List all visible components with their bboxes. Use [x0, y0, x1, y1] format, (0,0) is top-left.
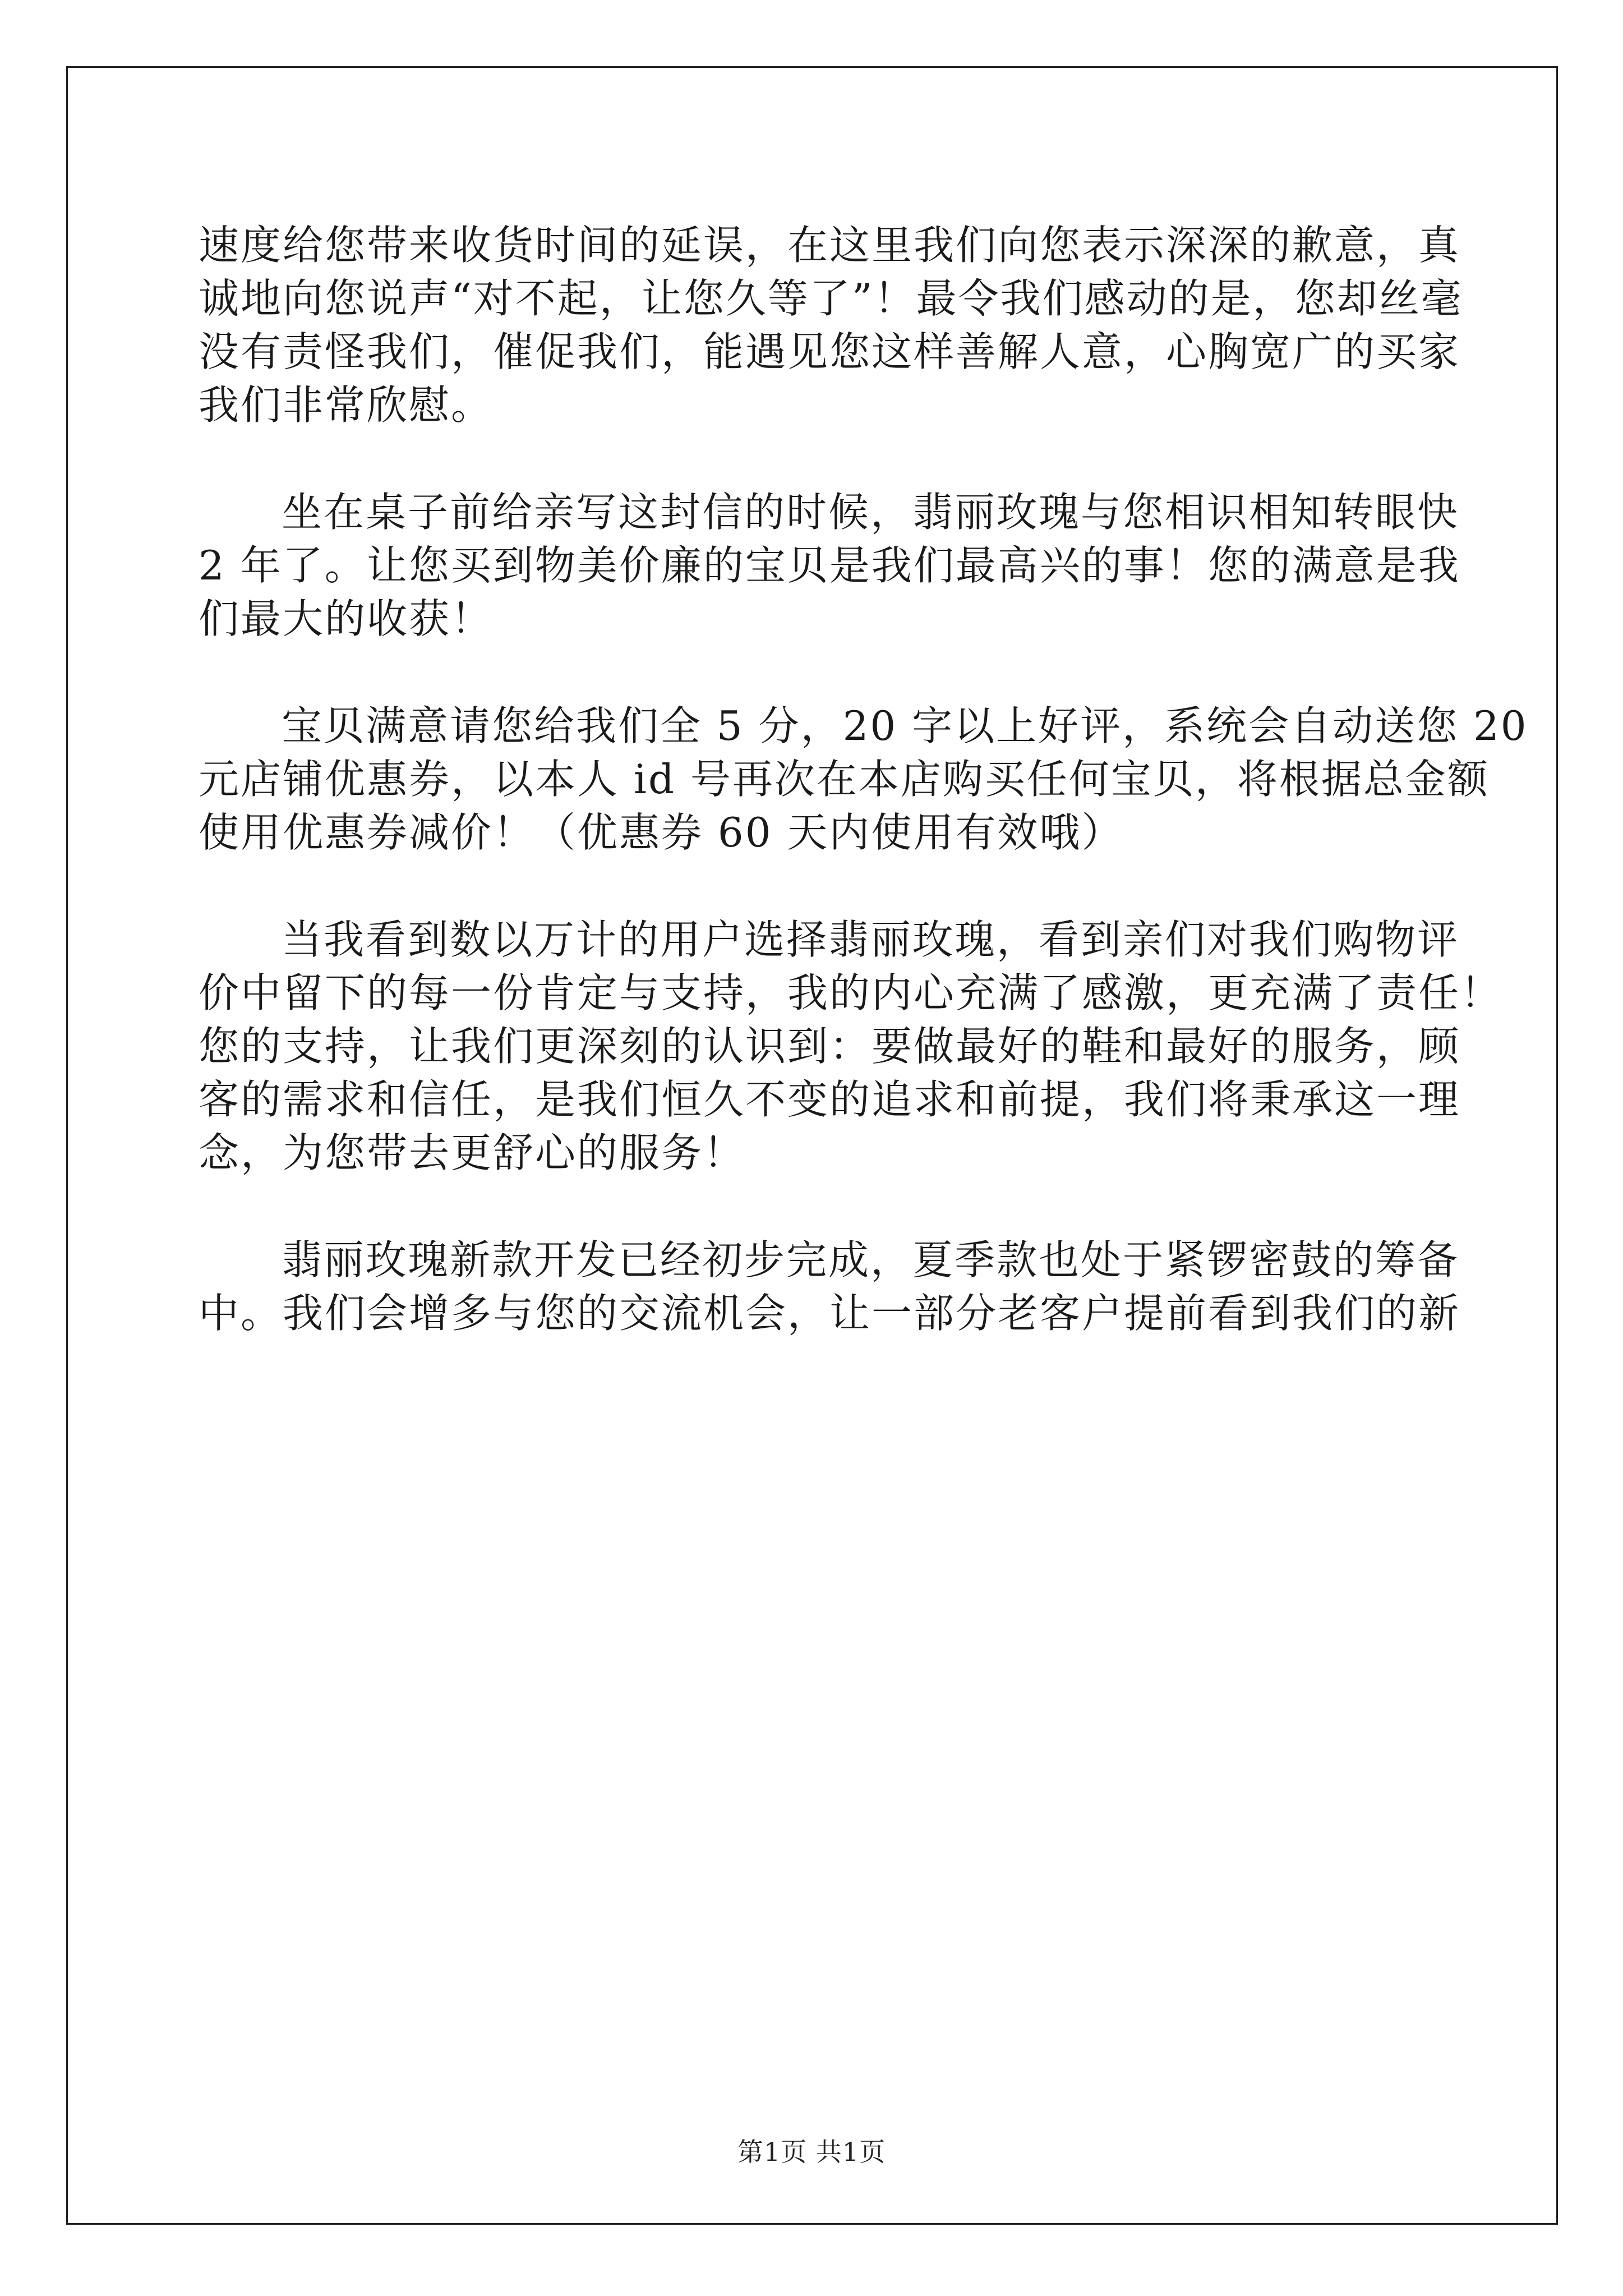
page-number-footer: 第1页 共1页 — [737, 2137, 886, 2167]
text-line: 坐在桌子前给亲写这封信的时候，翡丽玫瑰与您相识相知转眼快 — [282, 489, 1460, 536]
text-line: 翡丽玫瑰新款开发已经初步完成，夏季款也处于紧锣密鼓的筹备 — [282, 1236, 1460, 1283]
document-body — [199, 219, 1528, 1340]
text-line: 诚地向您说声“对不起，让您久等了”！最令我们感动的是，您却丝毫 — [199, 275, 1463, 322]
text-line: 速度给您带来收货时间的延误，在这里我们向您表示深深的歉意，真 — [199, 222, 1461, 269]
text-line: 当我看到数以万计的用户选择翡丽玫瑰，看到亲们对我们购物评 — [282, 916, 1460, 963]
text-line: 使用优惠券减价！（优惠券 60 天内使用有效哦） — [199, 809, 1124, 856]
text-line: 客的需求和信任，是我们恒久不变的追求和前提，我们将秉承这一理 — [199, 1076, 1461, 1123]
text-line: 们最大的收获！ — [199, 595, 494, 642]
text-line: 宝贝满意请您给我们全 5 分，20 字以上好评，系统会自动送您 20 — [282, 702, 1528, 749]
text-line: 价中留下的每一份肯定与支持，我的内心充满了感激，更充满了责任！ — [199, 969, 1503, 1016]
text-line: 中。我们会增多与您的交流机会，让一部分老客户提前看到我们的新 — [199, 1290, 1461, 1337]
text-line: 元店铺优惠券，以本人 id 号再次在本店购买任何宝贝，将根据总金额 — [199, 756, 1490, 803]
text-line: 念，为您带去更舒心的服务！ — [199, 1129, 746, 1176]
text-line: 我们非常欣慰。 — [199, 381, 494, 429]
text-line: 2 年了。让您买到物美价廉的宝贝是我们最高兴的事！您的满意是我 — [199, 542, 1460, 589]
text-line: 没有责怪我们，催促我们，能遇见您这样善解人意，心胸宽广的买家 — [199, 328, 1461, 375]
text-line: 您的支持，让我们更深刻的认识到：要做最好的鞋和最好的服务，顾 — [199, 1023, 1461, 1070]
